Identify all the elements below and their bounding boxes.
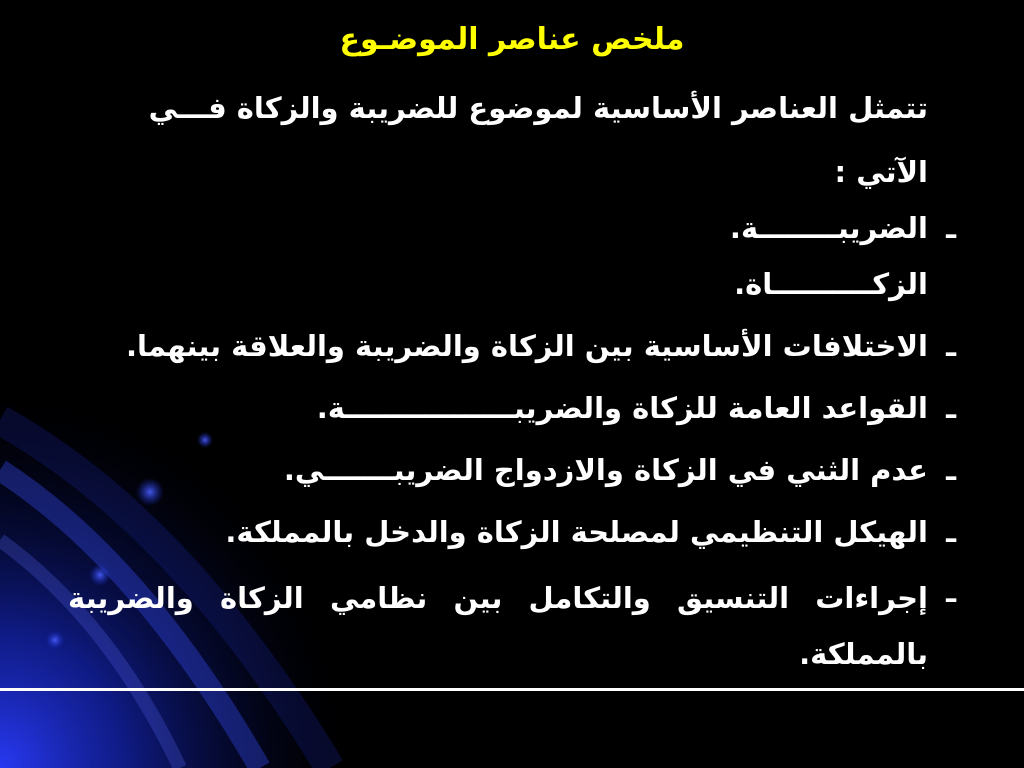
- list-item-text: الهيكل التنظيمي لمصلحة الزكاة والدخل بالمملكة.: [225, 515, 928, 549]
- list-item: [0, 380, 1024, 436]
- bullet-marker: ـ: [946, 329, 956, 363]
- intro-line-2: الآتي :: [834, 155, 928, 189]
- list-item-text: عدم الثني في الزكاة والازدواج الضريبـــــــي.: [283, 453, 928, 487]
- list-item-text: الضريبــــــــة.: [729, 211, 928, 245]
- intro-line-1: تتمثل العناصر الأساسية لموضوع للضريبة والزكاة فـــي: [148, 91, 928, 125]
- list-item: [0, 564, 1024, 674]
- list-item: [0, 256, 1024, 312]
- list-item-text: إجراءات التنسيق والتكامل بين نظامي الزكاة والضريبة بالمملكة.: [68, 581, 928, 671]
- list-item: [0, 504, 1024, 560]
- bullet-marker: ـ: [946, 391, 956, 425]
- list-item: [0, 442, 1024, 498]
- bullet-marker: ـ: [946, 453, 956, 487]
- bullet-marker: ـ: [946, 575, 956, 609]
- list-item: [0, 200, 1024, 256]
- bottom-divider: [0, 688, 1024, 691]
- list-item-text: القواعد العامة للزكاة والضريبـــــــــــــــــة.: [316, 391, 928, 425]
- bullet-marker: ـ: [946, 515, 956, 549]
- list-item-text: الزكــــــــــاة.: [734, 267, 928, 301]
- list-item: [0, 318, 1024, 374]
- list-item-text: الاختلافات الأساسية بين الزكاة والضريبة والعلاقة بينهما.: [125, 329, 928, 363]
- slide-title: ملخص عناصر الموضـوع: [339, 22, 685, 57]
- bullet-marker: ـ: [946, 211, 956, 245]
